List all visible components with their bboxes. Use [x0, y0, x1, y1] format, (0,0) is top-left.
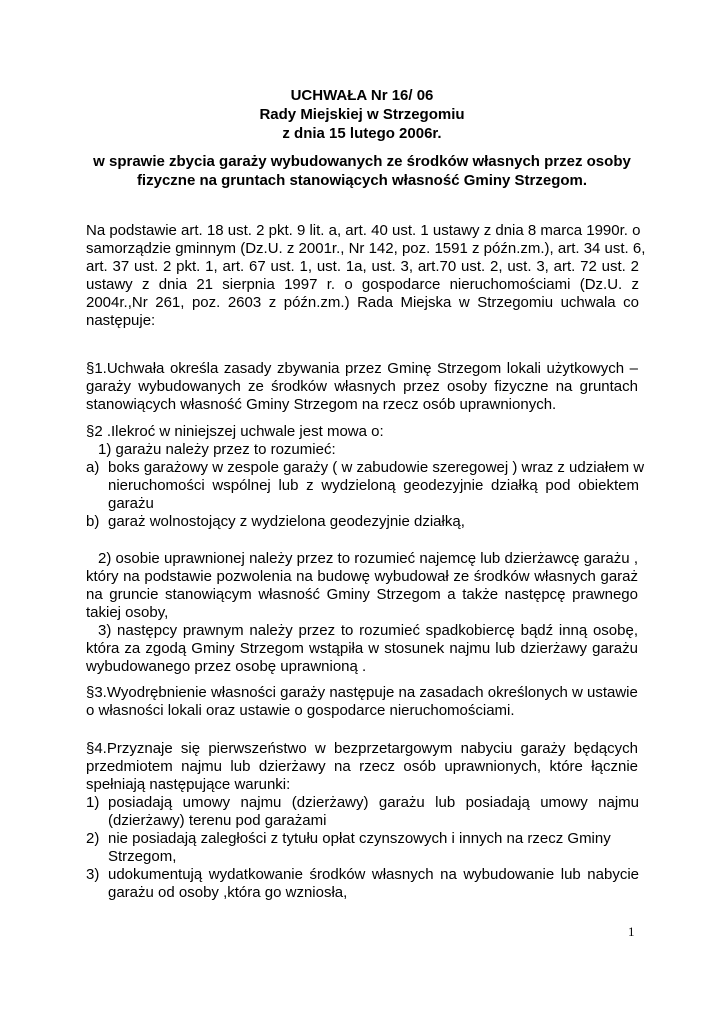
paragraph-line: §2 .Ilekroć w niniejszej uchwale jest mowa o:	[86, 423, 384, 440]
point-line: 3) następcy prawnym należy przez to rozumieć spadkobiercę bądź inną osobę,	[98, 622, 638, 639]
list-marker: 1)	[86, 794, 100, 811]
list-item-line: udokumentują wydatkowanie środków własnych na wybudowanie lub nabycie	[108, 866, 639, 883]
paragraph-line: §4.Przyznaje się pierwszeństwo w bezprzetargowym nabyciu garaży będących	[86, 740, 638, 757]
list-marker: 3)	[86, 866, 100, 883]
list-item-line: boks garażowy w zespole garaży ( w zabudowie szeregowej ) wraz z udziałem w	[108, 459, 645, 476]
resolution-title	[86, 86, 638, 143]
point-heading: 1) garażu należy przez to rozumieć:	[98, 441, 336, 458]
title-line: z dnia 15 lutego 2006r.	[282, 125, 442, 142]
preamble-line: samorządzie gminnym (Dz.U. z 2001r., Nr 142, poz. 1591 z późn.zm.), art. 34 ust. 6,	[86, 240, 646, 257]
list-item-line: Strzegom,	[108, 848, 177, 865]
point-line: który na podstawie pozwolenia na budowę wybudował ze środków własnych garaż	[86, 568, 638, 585]
paragraph-line: o własności lokali oraz ustawie o gospodarce nieruchomościami.	[86, 702, 515, 719]
list-item-line: garaż wolnostojący z wydzielona geodezyjnie działką,	[108, 513, 465, 530]
point-line: na gruncie stanowiącym własność Gminy Strzegom a także następcę prawnego	[86, 586, 638, 603]
list-item-line: garażu	[108, 495, 154, 512]
point-line: która za zgodą Gminy Strzegom wstąpiła w stosunek najmu lub dzierżawy garażu	[86, 640, 638, 657]
paragraph-line: stanowiących własność Gminy Strzegom na rzecz osób uprawnionych.	[86, 396, 557, 413]
subject-line: fizyczne na gruntach stanowiących własność Gminy Strzegom.	[136, 172, 588, 189]
list-item-line: nieruchomości wspólnej lub z wydzieloną geodezyjnie działką pod obiektem	[108, 477, 639, 494]
paragraph-line: spełniają następujące warunki:	[86, 776, 291, 793]
preamble-line: art. 37 ust. 2 pkt. 1, art. 67 ust. 1, ust. 1a, ust. 3, art.70 ust. 2, ust. 3, art. 72 ust. 2	[86, 258, 639, 275]
list-item-line: nie posiadają zaległości z tytułu opłat czynszowych i innych na rzecz Gminy	[108, 830, 611, 847]
paragraph-line: garaży wybudowanych ze środków własnych przez osoby fizyczne na gruntach	[86, 378, 638, 395]
page-number: 1	[628, 924, 635, 939]
subject-line: w sprawie zbycia garaży wybudowanych ze środków własnych przez osoby	[93, 153, 631, 170]
preamble-line: Na podstawie art. 18 ust. 2 pkt. 9 lit. a, art. 40 ust. 1 ustawy z dnia 8 marca 1990r. o	[86, 222, 641, 239]
preamble-line: ustawy z dnia 21 sierpnia 1997 r. o gospodarce nieruchomościami (Dz.U. z	[86, 276, 639, 293]
list-item-line: garażu od osoby ,która go wzniosła,	[108, 884, 348, 901]
list-marker: a)	[86, 459, 100, 476]
list-marker: b)	[86, 513, 100, 530]
title-line: UCHWAŁA Nr 16/ 06	[290, 87, 434, 104]
list-marker: 2)	[86, 830, 100, 847]
point-line: 2) osobie uprawnionej należy przez to rozumieć najemcę lub dzierżawcę garażu ,	[98, 550, 638, 567]
resolution-subject	[86, 152, 638, 190]
point-line: wybudowanego przez osobę uprawnioną .	[86, 658, 367, 675]
paragraph-line: §3.Wyodrębnienie własności garaży następuje na zasadach określonych w ustawie	[86, 684, 638, 701]
list-item-line: (dzierżawy) terenu pod garażami	[108, 812, 327, 829]
preamble-line: następuje:	[86, 312, 156, 329]
paragraph-line: przedmiotem najmu lub dzierżawy na rzecz osób uprawnionych, które łącznie	[86, 758, 638, 775]
point-line: takiej osoby,	[86, 604, 169, 621]
list-item-line: posiadają umowy najmu (dzierżawy) garażu lub posiadają umowy najmu	[108, 794, 639, 811]
preamble-line: 2004r.,Nr 261, poz. 2603 z późn.zm.) Rada Miejska w Strzegomiu uchwala co	[86, 294, 639, 311]
title-line: Rady Miejskiej w Strzegomiu	[259, 106, 465, 123]
paragraph-line: §1.Uchwała określa zasady zbywania przez Gminę Strzegom lokali użytkowych –	[86, 360, 638, 377]
